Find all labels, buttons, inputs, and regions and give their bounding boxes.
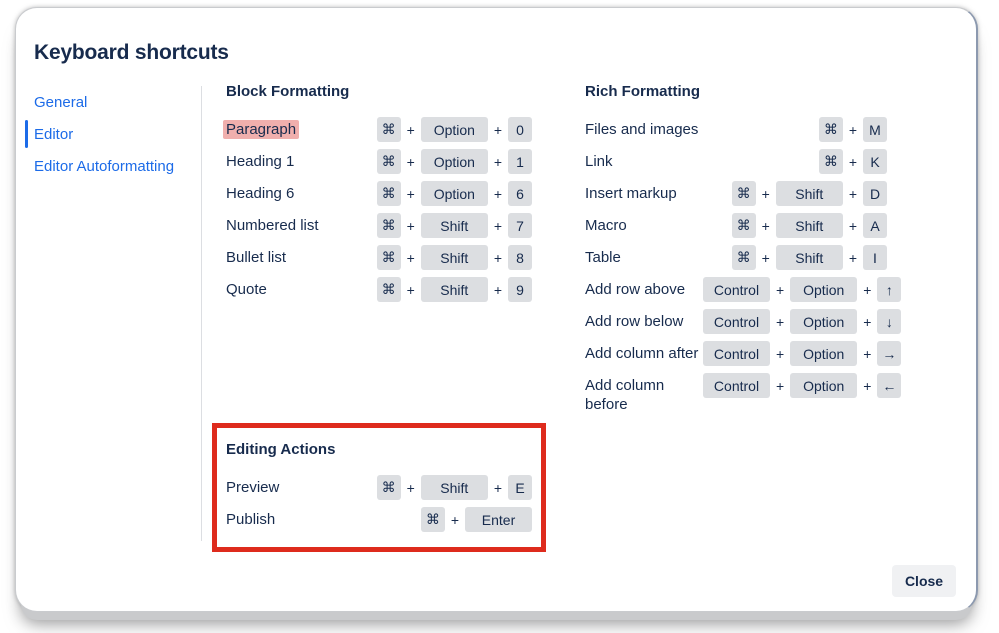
shortcut-label: Add row above <box>585 281 686 298</box>
key-cap-1: 1 <box>508 149 532 174</box>
plus-separator: + <box>761 185 770 202</box>
key-cap-control: Control <box>703 373 770 398</box>
key-combo <box>703 373 901 398</box>
shortcut-label: Heading 1 <box>226 153 295 170</box>
key-cap-cmd: ⌘ <box>377 277 401 302</box>
shortcut-row-files-images <box>585 114 887 146</box>
key-cap-cmd: ⌘ <box>819 117 843 142</box>
plus-separator: + <box>863 313 872 330</box>
section-heading-editing: Editing Actions <box>226 441 336 458</box>
sidebar-item-label: Editor <box>34 125 74 143</box>
plus-separator: + <box>406 217 415 234</box>
sidebar-item-editor[interactable] <box>34 118 199 150</box>
key-combo <box>377 181 532 206</box>
key-cap-shift: Shift <box>421 245 488 270</box>
shortcut-row-add-column-before <box>585 370 897 414</box>
shortcut-label: Insert markup <box>585 185 677 202</box>
key-cap-option: Option <box>790 309 857 334</box>
shortcut-row-add-row-above <box>585 274 893 306</box>
shortcut-row-heading1 <box>226 146 532 178</box>
plus-separator: + <box>493 249 502 266</box>
key-combo <box>377 245 532 270</box>
shortcut-label: Add column after <box>585 345 699 362</box>
key-cap-e: E <box>508 475 532 500</box>
key-cap-shift: Shift <box>776 213 843 238</box>
key-combo <box>732 213 887 238</box>
shortcut-label <box>226 114 299 139</box>
shortcut-row-numbered-list <box>226 210 532 242</box>
key-cap-option: Option <box>790 341 857 366</box>
shortcut-label: Link <box>585 153 613 170</box>
page-title: Keyboard shortcuts <box>34 41 229 64</box>
shortcut-row-macro <box>585 210 887 242</box>
shortcut-row-quote <box>226 274 532 306</box>
plus-separator: + <box>493 217 502 234</box>
plus-separator: + <box>848 217 857 234</box>
shortcut-row-insert-markup <box>585 178 887 210</box>
plus-separator: + <box>848 153 857 170</box>
key-cap-control: Control <box>703 309 770 334</box>
key-cap-cmd: ⌘ <box>819 149 843 174</box>
plus-separator: + <box>406 249 415 266</box>
shortcut-row-add-column-after <box>585 338 897 370</box>
shortcut-label: Quote <box>226 281 267 298</box>
plus-separator: + <box>406 281 415 298</box>
plus-separator: + <box>493 479 502 496</box>
plus-separator: + <box>848 121 857 138</box>
sidebar-item-label: General <box>34 93 88 111</box>
plus-separator: + <box>776 377 785 394</box>
plus-separator: + <box>406 185 415 202</box>
key-cap-7: 7 <box>508 213 532 238</box>
plus-separator: + <box>761 249 770 266</box>
key-cap-arrow-right: → <box>877 341 901 366</box>
key-cap-control: Control <box>703 341 770 366</box>
key-cap-shift: Shift <box>421 475 488 500</box>
sidebar-item-label: Editor Autoformatting <box>34 157 175 175</box>
key-cap-control: Control <box>703 277 770 302</box>
key-cap-0: 0 <box>508 117 532 142</box>
key-combo <box>377 117 532 142</box>
section-rich-formatting <box>585 82 897 414</box>
key-combo <box>732 181 887 206</box>
key-combo <box>819 149 887 174</box>
key-cap-enter: Enter <box>465 507 532 532</box>
sidebar-divider <box>201 86 202 541</box>
key-cap-cmd: ⌘ <box>377 245 401 270</box>
plus-separator: + <box>848 249 857 266</box>
key-cap-shift: Shift <box>776 245 843 270</box>
shortcut-row-bullet-list <box>226 242 532 274</box>
shortcut-label: Files and images <box>585 121 699 138</box>
section-heading-rich: Rich Formatting <box>585 83 700 100</box>
plus-separator: + <box>493 153 502 170</box>
shortcut-label: Add row below <box>585 313 684 330</box>
highlighted-label: Paragraph <box>223 120 299 139</box>
key-cap-a: A <box>863 213 887 238</box>
key-cap-k: K <box>863 149 887 174</box>
key-cap-d: D <box>863 181 887 206</box>
shortcut-label: Preview <box>226 479 280 496</box>
key-combo <box>377 475 532 500</box>
close-button[interactable]: Close <box>892 565 956 597</box>
key-cap-shift: Shift <box>421 277 488 302</box>
selected-indicator <box>25 120 28 148</box>
key-cap-option: Option <box>790 373 857 398</box>
key-combo <box>732 245 887 270</box>
plus-separator: + <box>776 345 785 362</box>
plus-separator: + <box>776 281 785 298</box>
shortcut-row-publish <box>226 504 532 536</box>
key-cap-option: Option <box>421 149 488 174</box>
key-cap-6: 6 <box>508 181 532 206</box>
sidebar-item-editor-autoformatting[interactable] <box>34 150 199 182</box>
shortcut-label: Publish <box>226 511 276 528</box>
keyboard-shortcuts-dialog <box>15 7 978 612</box>
key-cap-m: M <box>863 117 887 142</box>
shortcut-label: Macro <box>585 217 627 234</box>
key-cap-shift: Shift <box>776 181 843 206</box>
plus-separator: + <box>493 121 502 138</box>
section-block-formatting <box>226 82 532 306</box>
key-cap-option: Option <box>790 277 857 302</box>
plus-separator: + <box>863 377 872 394</box>
key-combo <box>377 277 532 302</box>
key-combo <box>703 341 901 366</box>
key-combo <box>377 213 532 238</box>
plus-separator: + <box>776 313 785 330</box>
shortcut-label: Add column before <box>585 377 665 413</box>
shortcut-row-table <box>585 242 887 274</box>
plus-separator: + <box>406 479 415 496</box>
shortcut-label: Heading 6 <box>226 185 295 202</box>
key-combo <box>819 117 887 142</box>
key-cap-9: 9 <box>508 277 532 302</box>
plus-separator: + <box>406 153 415 170</box>
section-heading-block: Block Formatting <box>226 83 350 100</box>
sidebar-item-general[interactable] <box>34 86 199 118</box>
key-combo <box>703 277 901 302</box>
key-cap-cmd: ⌘ <box>732 245 756 270</box>
key-cap-shift: Shift <box>421 213 488 238</box>
shortcut-label: Numbered list <box>226 217 319 234</box>
shortcut-row-paragraph <box>226 114 532 146</box>
shortcut-label: Bullet list <box>226 249 287 266</box>
shortcut-row-preview <box>226 472 532 504</box>
key-cap-cmd: ⌘ <box>377 117 401 142</box>
key-cap-cmd: ⌘ <box>421 507 445 532</box>
shortcut-row-heading6 <box>226 178 532 210</box>
plus-separator: + <box>406 121 415 138</box>
key-combo <box>421 507 532 532</box>
sidebar <box>34 86 199 182</box>
key-cap-8: 8 <box>508 245 532 270</box>
key-cap-cmd: ⌘ <box>377 149 401 174</box>
plus-separator: + <box>848 185 857 202</box>
plus-separator: + <box>493 281 502 298</box>
key-combo <box>703 309 901 334</box>
plus-separator: + <box>863 345 872 362</box>
plus-separator: + <box>863 281 872 298</box>
shortcut-label: Table <box>585 249 621 266</box>
key-cap-arrow-left: ← <box>877 373 901 398</box>
key-cap-cmd: ⌘ <box>732 181 756 206</box>
key-cap-option: Option <box>421 117 488 142</box>
key-cap-i: I <box>863 245 887 270</box>
key-cap-cmd: ⌘ <box>377 213 401 238</box>
key-cap-arrow-up: ↑ <box>877 277 901 302</box>
shortcut-row-link <box>585 146 887 178</box>
plus-separator: + <box>493 185 502 202</box>
key-cap-cmd: ⌘ <box>377 475 401 500</box>
annotation-box-editing-actions <box>212 423 546 552</box>
key-cap-cmd: ⌘ <box>732 213 756 238</box>
key-cap-option: Option <box>421 181 488 206</box>
key-cap-arrow-down: ↓ <box>877 309 901 334</box>
shortcut-row-add-row-below <box>585 306 893 338</box>
plus-separator: + <box>450 511 459 528</box>
key-cap-cmd: ⌘ <box>377 181 401 206</box>
plus-separator: + <box>761 217 770 234</box>
key-combo <box>377 149 532 174</box>
